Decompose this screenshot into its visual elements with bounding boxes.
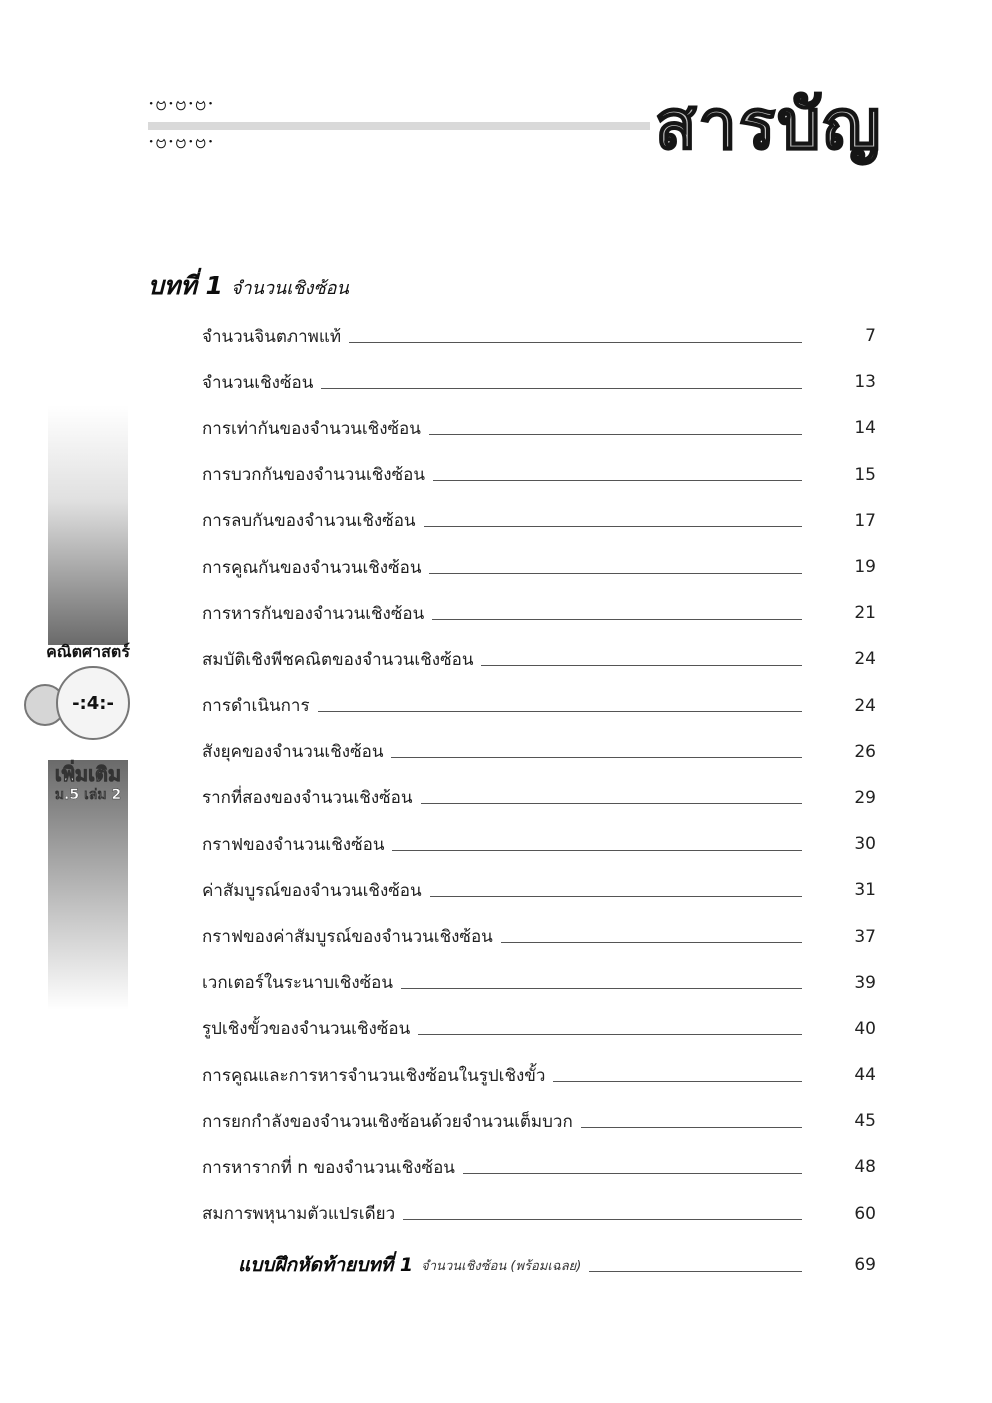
toc-entry-page: 29 [854, 787, 876, 808]
exercise-subtitle: จำนวนเชิงซ้อน (พร้อมเฉลย) [421, 1258, 582, 1274]
toc-leader [589, 1271, 802, 1272]
toc-entry-title: สมบัติเชิงพีชคณิตของจำนวนเชิงซ้อน [202, 649, 474, 670]
toc-entry-title: การเท่ากันของจำนวนเชิงซ้อน [202, 418, 421, 439]
toc-entry[interactable] [202, 405, 876, 451]
toc-entry-title: รากที่สองของจำนวนเชิงซ้อน [202, 788, 413, 809]
header-ornament-bottom: ·ဗ·ဗ·ဗ· [148, 129, 215, 153]
sidebar-subject: คณิตศาสตร์ [46, 642, 130, 661]
toc-entry[interactable] [202, 452, 876, 498]
toc-entry-page: 39 [854, 972, 876, 993]
toc-leader [433, 480, 802, 481]
toc-entry[interactable] [202, 960, 876, 1006]
chapter-name: จำนวนเชิงซ้อน [230, 278, 349, 299]
page-number: -:4:- [72, 692, 114, 714]
sidebar-extra: เพิ่มเติม [54, 762, 122, 786]
toc-entry-title: สมการพหุนามตัวแปรเดียว [202, 1204, 396, 1225]
toc-entry-title: การหารกันของจำนวนเชิงซ้อน [202, 603, 425, 624]
toc-entry-page: 24 [854, 695, 876, 716]
toc-entry[interactable] [202, 1098, 876, 1144]
toc-leader [432, 619, 802, 620]
toc-leader [424, 526, 802, 527]
chapter-heading [148, 266, 349, 306]
toc-leader [463, 1173, 802, 1174]
page-title: สารบัญ [655, 86, 883, 165]
toc-entry-title: รูปเชิงขั้วของจำนวนเชิงซ้อน [202, 1019, 411, 1040]
toc-entry-page: 21 [854, 603, 876, 624]
toc-leader [553, 1081, 802, 1082]
toc-exercise-row[interactable] [238, 1250, 876, 1280]
toc-entry-title: การยกกำลังของจำนวนเชิงซ้อนด้วยจำนวนเต็มบวก [202, 1111, 573, 1132]
toc-leader [430, 896, 802, 897]
toc-entry-page: 37 [854, 926, 876, 947]
toc-entry-title: การบวกกันของจำนวนเชิงซ้อน [202, 465, 425, 486]
toc-entry-title: การคูณกันของจำนวนเชิงซ้อน [202, 557, 422, 578]
toc-entry-title: จำนวนเชิงซ้อน [202, 372, 314, 393]
header-rule [148, 122, 650, 130]
exercise-title: แบบฝึกหัดท้ายบทที่ 1 [238, 1254, 414, 1276]
sidebar-level: ม.5 เล่ม 2 [54, 787, 122, 803]
toc-leader [481, 665, 802, 666]
toc-leader [429, 573, 802, 574]
toc-leader [349, 342, 802, 343]
toc-entry-title: การลบกันของจำนวนเชิงซ้อน [202, 511, 416, 532]
toc-entry-title: จำนวนจินตภาพแท้ [202, 326, 342, 347]
toc-entry-page: 17 [854, 510, 876, 531]
toc-entry-title: กราฟของค่าสัมบูรณ์ของจำนวนเชิงซ้อน [202, 927, 493, 948]
toc-entry-page: 19 [854, 557, 876, 578]
toc-entry[interactable] [202, 544, 876, 590]
toc-entry[interactable] [202, 775, 876, 821]
toc-leader [429, 434, 802, 435]
toc-entry-title: การหารากที่ n ของจำนวนเชิงซ้อน [202, 1157, 455, 1178]
exercise-page: 69 [854, 1255, 876, 1275]
toc-entry[interactable] [202, 313, 876, 359]
toc-entry[interactable] [202, 590, 876, 636]
toc-entry-page: 48 [854, 1157, 876, 1178]
toc-entry-page: 31 [854, 880, 876, 901]
toc-entry-page: 40 [854, 1018, 876, 1039]
toc-entry-page: 30 [854, 834, 876, 855]
toc-entry-title: เวกเตอร์ในระนาบเชิงซ้อน [202, 973, 394, 994]
toc-entry[interactable] [202, 1144, 876, 1190]
toc-entry-page: 44 [854, 1065, 876, 1086]
toc-entry-page: 45 [854, 1111, 876, 1132]
toc-entry[interactable] [202, 1006, 876, 1052]
toc-entry-page: 26 [854, 741, 876, 762]
toc-leader [403, 1219, 802, 1220]
toc-leader [418, 1034, 802, 1035]
sidebar-gradient-top [48, 405, 128, 645]
toc-entry[interactable] [202, 729, 876, 775]
toc-entry[interactable] [202, 1191, 876, 1237]
toc-leader [392, 850, 802, 851]
toc-entry-title: กราฟของจำนวนเชิงซ้อน [202, 834, 385, 855]
toc-entry-title: ค่าสัมบูรณ์ของจำนวนเชิงซ้อน [202, 880, 422, 901]
page-number-badge [56, 666, 130, 740]
toc-list [202, 313, 876, 1237]
toc-leader [421, 803, 802, 804]
toc-entry-page: 15 [854, 464, 876, 485]
toc-entry[interactable] [202, 913, 876, 959]
toc-entry-page: 60 [854, 1203, 876, 1224]
toc-leader [581, 1127, 802, 1128]
toc-entry[interactable] [202, 636, 876, 682]
toc-leader [321, 388, 802, 389]
toc-entry-page: 13 [854, 372, 876, 393]
toc-entry-title: สังยุคของจำนวนเชิงซ้อน [202, 742, 384, 763]
toc-leader [401, 988, 802, 989]
toc-leader [391, 757, 802, 758]
toc-entry-page: 24 [854, 649, 876, 670]
toc-entry[interactable] [202, 867, 876, 913]
toc-entry[interactable] [202, 498, 876, 544]
toc-entry-page: 14 [854, 418, 876, 439]
toc-entry-page: 7 [865, 326, 876, 347]
header-ornament-top: ·ဗ·ဗ·ဗ· [148, 91, 215, 115]
toc-entry[interactable] [202, 1052, 876, 1098]
chapter-label: บทที่ 1 [148, 271, 223, 300]
toc-entry[interactable] [202, 359, 876, 405]
toc-entry-title: การคูณและการหารจำนวนเชิงซ้อนในรูปเชิงขั้ว [202, 1065, 546, 1086]
toc-leader [318, 711, 802, 712]
toc-leader [501, 942, 802, 943]
toc-entry-title: การดำเนินการ [202, 696, 310, 717]
toc-entry[interactable] [202, 683, 876, 729]
toc-entry[interactable] [202, 821, 876, 867]
